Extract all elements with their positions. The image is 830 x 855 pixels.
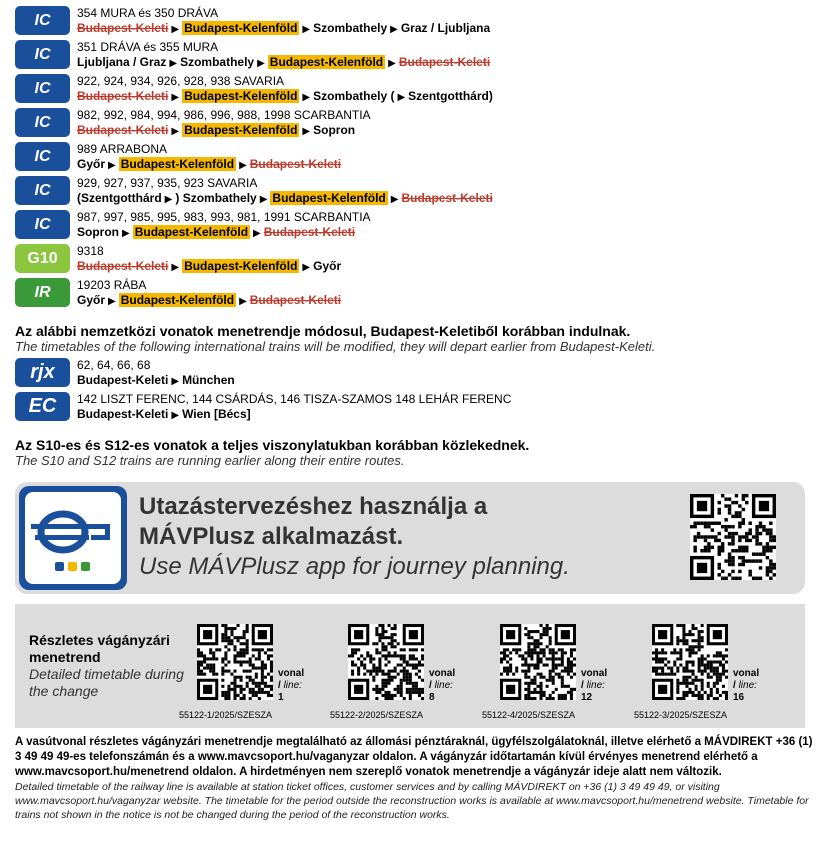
train-row xyxy=(15,358,815,390)
route-station: Győr xyxy=(77,293,106,307)
qr-line-hu: vonal xyxy=(429,668,456,679)
app-title-line2: MÁVPlusz alkalmazást. xyxy=(139,523,404,550)
detail-title-hu: Részletes vágányzári menetrend xyxy=(29,632,170,665)
route-station: Budapest-Kelenföld xyxy=(120,293,235,307)
route-station: (Szentgotthárd xyxy=(77,191,162,205)
app-banner[interactable] xyxy=(15,482,805,594)
arrow-right-icon: ▶ xyxy=(390,24,398,35)
qr-line-num: 8 xyxy=(429,692,435,703)
ec-train-logo: EC xyxy=(15,392,70,421)
route-station: Győr xyxy=(77,157,106,171)
intl-notice-en: The timetables of the following international trains will be modified, they will depart earlier from Budapest-Keleti. xyxy=(15,339,656,354)
route-station: Győr xyxy=(313,259,342,273)
route-station: Budapest-Kelenföld xyxy=(184,259,298,273)
arrow-right-icon: ▶ xyxy=(302,262,311,273)
train-route xyxy=(77,259,341,275)
train-route xyxy=(77,21,490,37)
train-row xyxy=(15,6,815,38)
arrow-right-icon: ▶ xyxy=(239,160,247,171)
qr-line-hu: vonal xyxy=(278,668,305,679)
route-station: Budapest-Keleti xyxy=(249,293,342,307)
s-notice-hu: Az S10-es és S12-es vonatok a teljes viszonylatukban korábban közlekednek. xyxy=(15,437,530,453)
train-row xyxy=(15,40,815,72)
arrow-right-icon: ▶ xyxy=(257,58,265,69)
ic-train-logo: IC xyxy=(15,6,70,35)
train-row xyxy=(15,74,815,106)
route-station: ) Szombathely xyxy=(175,191,257,205)
train-row xyxy=(15,108,815,140)
route-station: Budapest-Keleti xyxy=(77,373,169,387)
train-numbers: 62, 64, 66, 68 xyxy=(77,358,151,372)
arrow-right-icon: ▶ xyxy=(171,262,180,273)
train-numbers: 987, 997, 985, 995, 983, 993, 981, 1991 SCARBANTIA xyxy=(77,210,371,224)
route-station: Budapest-Kelenföld xyxy=(272,191,386,205)
arrow-right-icon: ▶ xyxy=(169,58,178,69)
ic-train-logo: IC xyxy=(15,142,70,171)
route-station: Szombathely ( xyxy=(313,89,395,103)
route-station: Budapest-Kelenföld xyxy=(184,123,298,137)
qr-line-en: line: xyxy=(283,680,302,691)
arrow-right-icon: ▶ xyxy=(171,126,180,137)
domestic-train-list xyxy=(15,6,815,312)
arrow-right-icon: ▶ xyxy=(171,24,180,35)
s-notice xyxy=(15,437,815,468)
train-route xyxy=(77,157,341,173)
g10-train-logo: G10 xyxy=(15,244,70,273)
route-station: Budapest-Keleti xyxy=(77,407,169,421)
route-station: Budapest-Kelenföld xyxy=(134,225,249,239)
footer-hu: A vasútvonal részletes vágányzári menetrendje megtalálható az állomási pénztáraknál, ügyfélszolgálatoknál, illetve elérhető a MÁVDIREKT +36 (1) 3 49 49 49-es telefonszámán és a www.mavcsoport.hu/vaganyzar oldalon. A vágányzár időtartamán kívül érvényes menetrend elérhető a www.mavcsoport.hu/menetrend oldalon. A hirdetményen nem szereplő vonatok menetrendje a vágányzár ideje alatt nem változik. xyxy=(15,736,813,778)
intl-notice-hu: Az alábbi nemzetközi vonatok menetrendje módosul, Budapest-Keletiből korábban indulnak. xyxy=(15,323,631,339)
qr-line-num: 12 xyxy=(581,692,593,703)
route-station: Budapest-Keleti xyxy=(77,21,169,35)
ic-train-logo: IC xyxy=(15,210,70,239)
ir-train-logo: IR xyxy=(15,278,70,307)
ic-train-logo: IC xyxy=(15,40,70,69)
train-numbers: 929, 927, 937, 935, 923 SAVARIA xyxy=(77,176,258,190)
arrow-right-icon: ▶ xyxy=(302,126,311,137)
arrow-right-icon: ▶ xyxy=(397,92,406,103)
qr-code-reference: 55122-2/2025/SZESZA xyxy=(330,710,424,720)
route-station: Budapest-Keleti xyxy=(263,225,356,239)
arrow-right-icon: ▶ xyxy=(302,92,311,103)
route-station: Wien [Bécs] xyxy=(182,407,251,421)
train-numbers: 9318 xyxy=(77,244,104,258)
qr-line-label: vonal / line: 1 xyxy=(278,668,305,703)
arrow-right-icon: ▶ xyxy=(390,194,399,205)
s-notice-en: The S10 and S12 trains are running earlier along their entire routes. xyxy=(15,453,405,468)
arrow-right-icon: ▶ xyxy=(164,194,173,205)
route-station: Budapest-Keleti xyxy=(401,191,493,205)
line-qr-code[interactable] xyxy=(482,624,608,720)
route-station: Sopron xyxy=(77,225,119,239)
train-row xyxy=(15,176,815,208)
train-row xyxy=(15,210,815,242)
route-station: Sopron xyxy=(313,123,356,137)
train-numbers: 19203 RÁBA xyxy=(77,278,147,292)
qr-code-reference: 55122-3/2025/SZESZA xyxy=(634,710,728,720)
route-station: Szombathely xyxy=(313,21,388,35)
route-station: Szombathely xyxy=(180,55,255,69)
route-station: Szentgotthárd) xyxy=(408,89,493,103)
qr-code-reference: 55122-1/2025/SZESZA xyxy=(179,710,273,720)
route-station: Budapest-Kelenföld xyxy=(269,55,384,69)
qr-line-num: 1 xyxy=(278,692,284,703)
route-station: Budapest-Keleti xyxy=(77,123,169,137)
qr-line-label: vonal / line: 16 xyxy=(733,668,760,703)
arrow-right-icon: ▶ xyxy=(259,194,268,205)
arrow-right-icon: ▶ xyxy=(171,92,180,103)
detail-title-en: Detailed timetable during the change xyxy=(29,666,184,699)
route-station: München xyxy=(182,373,235,387)
arrow-right-icon: ▶ xyxy=(253,228,261,239)
train-route xyxy=(77,55,490,71)
qr-line-hu: vonal xyxy=(581,668,608,679)
detailed-timetable-panel xyxy=(15,604,805,728)
train-route xyxy=(77,225,371,241)
train-numbers: 142 LISZT FERENC, 144 CSÁRDÁS, 146 TISZA-SZAMOS 148 LEHÁR FERENC xyxy=(77,392,512,406)
train-route xyxy=(77,373,235,389)
train-numbers: 351 DRÁVA és 355 MURA xyxy=(77,40,219,54)
arrow-right-icon: ▶ xyxy=(239,296,247,307)
footer-note xyxy=(15,735,815,822)
line-qr-code[interactable] xyxy=(634,624,760,720)
app-qr-code[interactable] xyxy=(690,494,776,580)
arrow-right-icon: ▶ xyxy=(388,58,396,69)
train-row xyxy=(15,244,815,276)
arrow-right-icon: ▶ xyxy=(108,296,116,307)
rjx-train-logo: rjx xyxy=(15,358,70,387)
qr-line-en: line: xyxy=(738,680,757,691)
route-station: Budapest-Keleti xyxy=(398,55,491,69)
route-station: Ljubljana / Graz xyxy=(77,55,167,69)
route-station: Budapest-Kelenföld xyxy=(184,89,298,103)
train-numbers: 982, 992, 984, 994, 986, 996, 988, 1998 SCARBANTIA xyxy=(77,108,371,122)
train-numbers: 989 ARRABONA xyxy=(77,142,168,156)
mavplusz-logo-icon xyxy=(19,486,127,590)
app-title-line1: Utazástervezéshez használja a xyxy=(139,493,488,520)
ic-train-logo: IC xyxy=(15,176,70,205)
arrow-right-icon: ▶ xyxy=(302,24,311,35)
route-station: Budapest-Keleti xyxy=(249,157,342,171)
route-station: Budapest-Keleti xyxy=(77,259,169,273)
train-numbers: 922, 924, 934, 926, 928, 938 SAVARIA xyxy=(77,74,285,88)
app-title-en: Use MÁVPlusz app for journey planning. xyxy=(139,553,570,580)
ic-train-logo: IC xyxy=(15,108,70,137)
train-route xyxy=(77,293,341,309)
arrow-right-icon: ▶ xyxy=(108,160,116,171)
train-row xyxy=(15,142,815,174)
route-station: Graz / Ljubljana xyxy=(400,21,491,35)
line-qr-code[interactable] xyxy=(179,624,305,720)
qr-code-reference: 55122-4/2025/SZESZA xyxy=(482,710,576,720)
train-numbers: 354 MURA és 350 DRÁVA xyxy=(77,6,219,20)
route-station: Budapest-Keleti xyxy=(77,89,169,103)
train-row xyxy=(15,278,815,310)
train-route xyxy=(77,191,493,207)
intl-notice xyxy=(15,323,815,354)
qr-line-en: line: xyxy=(586,680,605,691)
line-qr-code[interactable] xyxy=(330,624,456,720)
intl-train-list xyxy=(15,358,815,426)
train-route xyxy=(77,89,493,105)
qr-line-label: vonal / line: 8 xyxy=(429,668,456,703)
arrow-right-icon: ▶ xyxy=(171,376,180,387)
train-route xyxy=(77,123,371,139)
route-station: Budapest-Kelenföld xyxy=(184,21,298,35)
qr-line-label: vonal / line: 12 xyxy=(581,668,608,703)
arrow-right-icon: ▶ xyxy=(171,410,180,421)
arrow-right-icon: ▶ xyxy=(122,228,130,239)
train-row xyxy=(15,392,815,424)
qr-line-hu: vonal xyxy=(733,668,760,679)
route-station: Budapest-Kelenföld xyxy=(120,157,235,171)
ic-train-logo: IC xyxy=(15,74,70,103)
footer-en: Detailed timetable of the railway line is available at station ticket offices, customer services and by calling MÁVDIREKT on +36 (1) 3 49 49 49, or visiting www.mavcsoport.hu/vaganyzar website. The timetable for the period outside the reconstruction works is available at www.mavcsoport.hu/menetrend website. Timetable for trains not shown in the notice is not be changed during the period of the reconstruction works. xyxy=(15,781,809,821)
qr-line-num: 16 xyxy=(733,692,745,703)
qr-line-en: line: xyxy=(434,680,453,691)
train-route xyxy=(77,407,511,423)
